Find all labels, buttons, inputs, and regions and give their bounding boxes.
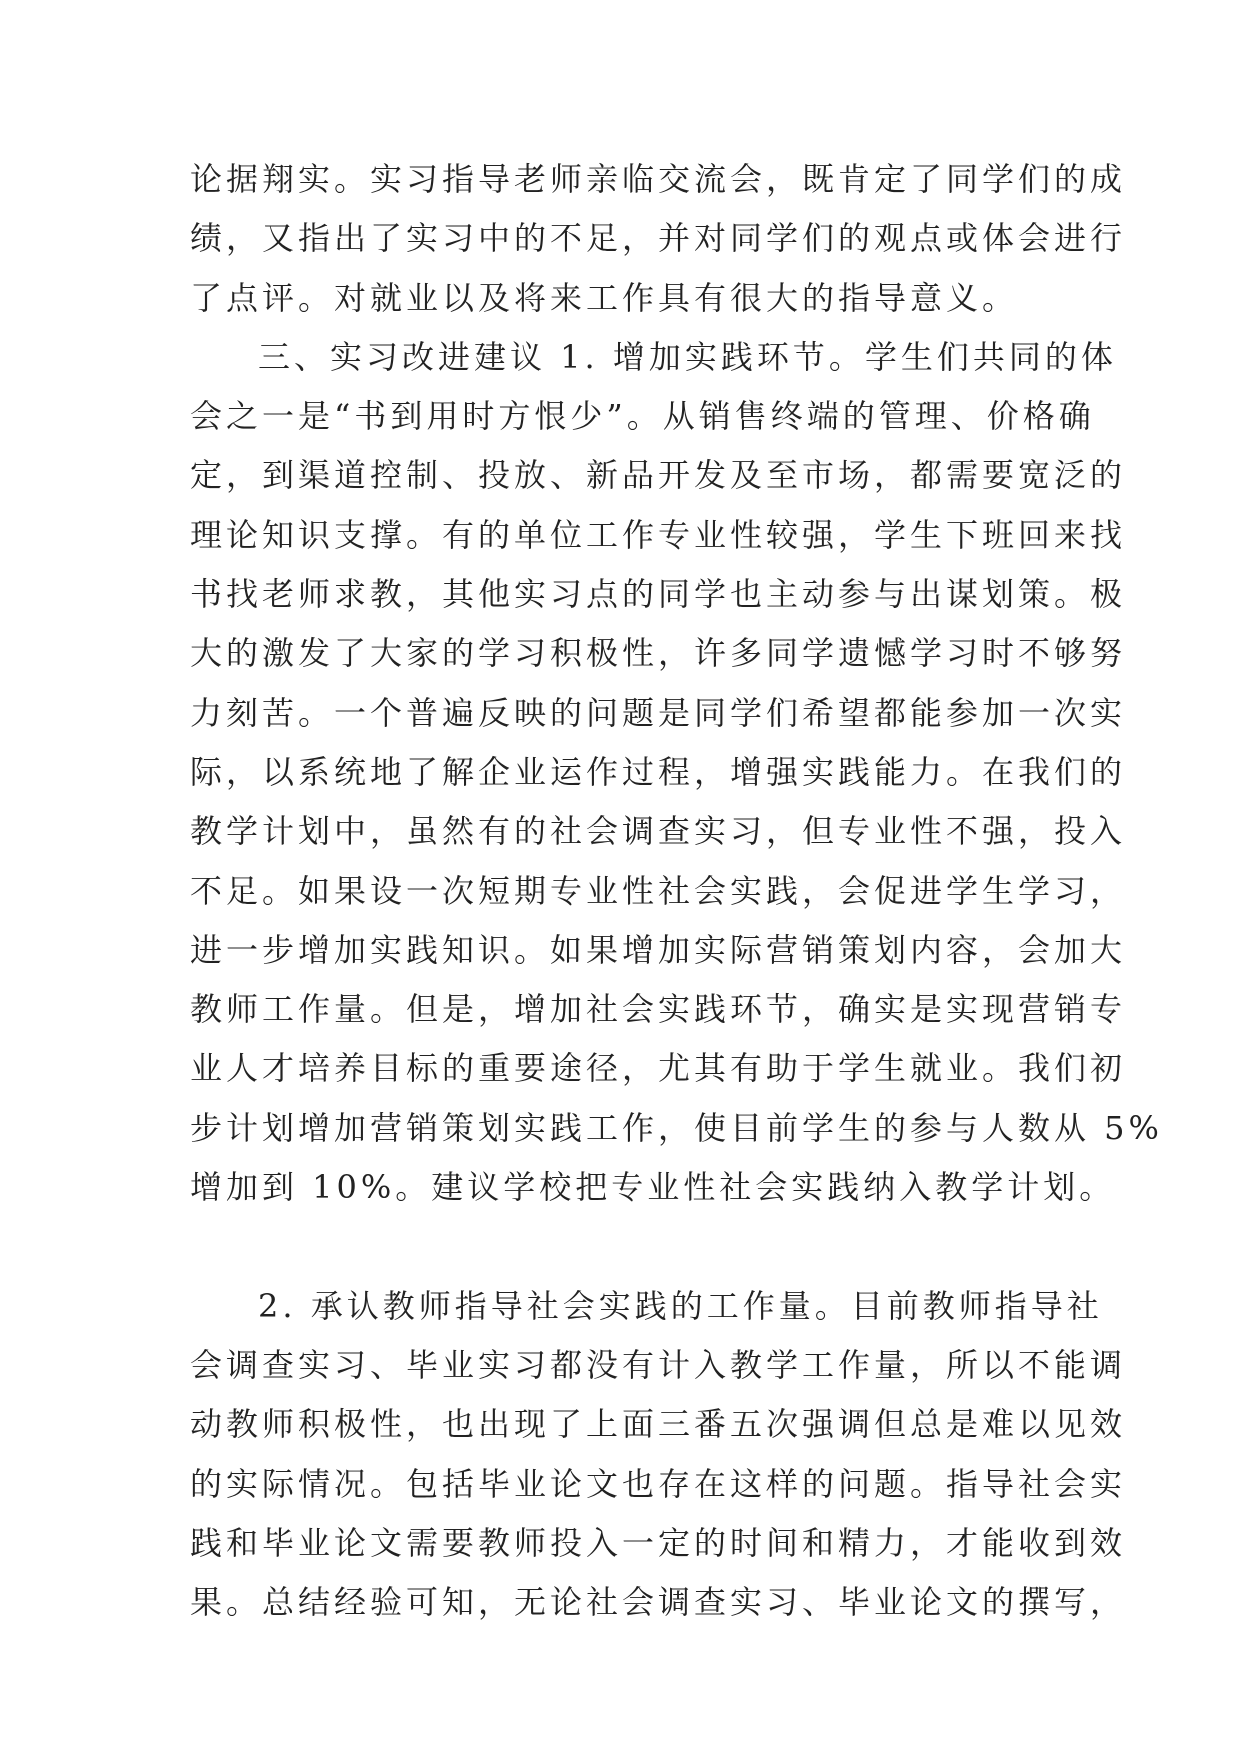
text-line: 果。总结经验可知，无论社会调查实习、毕业论文的撰写， bbox=[190, 1583, 1127, 1622]
text-line bbox=[190, 1217, 1090, 1276]
paragraph-1 bbox=[190, 150, 1127, 328]
text-line: 进一步增加实践知识。如果增加实际营销策划内容，会加大 bbox=[190, 930, 1127, 969]
text-line: 三、实习改进建议 1. 增加实践环节。学生们共同的体 bbox=[258, 337, 1117, 376]
text-line: 步计划增加营销策划实践工作，使目前学生的参与人数从 5% bbox=[190, 1108, 1163, 1147]
text-line: 教师工作量。但是，增加社会实践环节，确实是实现营销专 bbox=[190, 990, 1127, 1029]
text-line: 动教师积极性，也出现了上面三番五次强调但总是难以见效 bbox=[190, 1405, 1127, 1444]
text-line: 大的激发了大家的学习积极性，许多同学遗憾学习时不够努 bbox=[190, 634, 1127, 673]
paragraph-3 bbox=[190, 1277, 1127, 1633]
body-text bbox=[190, 150, 1163, 1632]
text-line: 际，以系统地了解企业运作过程，增强实践能力。在我们的 bbox=[190, 752, 1127, 791]
text-line: 业人才培养目标的重要途径，尤其有助于学生就业。我们初 bbox=[190, 1049, 1127, 1088]
text-line: 增加到 10%。建议学校把专业性社会实践纳入教学计划。 bbox=[190, 1168, 1116, 1207]
text-line: 力刻苦。一个普遍反映的问题是同学们希望都能参加一次实 bbox=[190, 693, 1127, 732]
text-line: 理论知识支撑。有的单位工作专业性较强，学生下班回来找 bbox=[190, 515, 1127, 554]
text-line: 绩，又指出了实习中的不足，并对同学们的观点或体会进行 bbox=[190, 219, 1127, 258]
text-line: 了点评。对就业以及将来工作具有很大的指导意义。 bbox=[190, 278, 1019, 317]
text-line: 会之一是“书到用时方恨少”。从销售终端的管理、价格确 bbox=[190, 397, 1095, 436]
text-line: 定，到渠道控制、投放、新品开发及至市场，都需要宽泛的 bbox=[190, 456, 1127, 495]
text-line: 的实际情况。包括毕业论文也存在这样的问题。指导社会实 bbox=[190, 1464, 1127, 1503]
paragraph-2 bbox=[190, 328, 1163, 1277]
text-line: 书找老师求教，其他实习点的同学也主动参与出谋划策。极 bbox=[190, 575, 1127, 614]
text-line: 2. 承认教师指导社会实践的工作量。目前教师指导社 bbox=[258, 1286, 1103, 1325]
text-line: 会调查实习、毕业实习都没有计入教学工作量，所以不能调 bbox=[190, 1345, 1127, 1384]
text-line: 论据翔实。实习指导老师亲临交流会，既肯定了同学们的成 bbox=[190, 160, 1127, 198]
text-line: 践和毕业论文需要教师投入一定的时间和精力，才能收到效 bbox=[190, 1523, 1127, 1562]
text-line: 不足。如果设一次短期专业性社会实践，会促进学生学习， bbox=[190, 871, 1127, 910]
text-line: 教学计划中，虽然有的社会调查实习，但专业性不强，投入 bbox=[190, 812, 1127, 851]
